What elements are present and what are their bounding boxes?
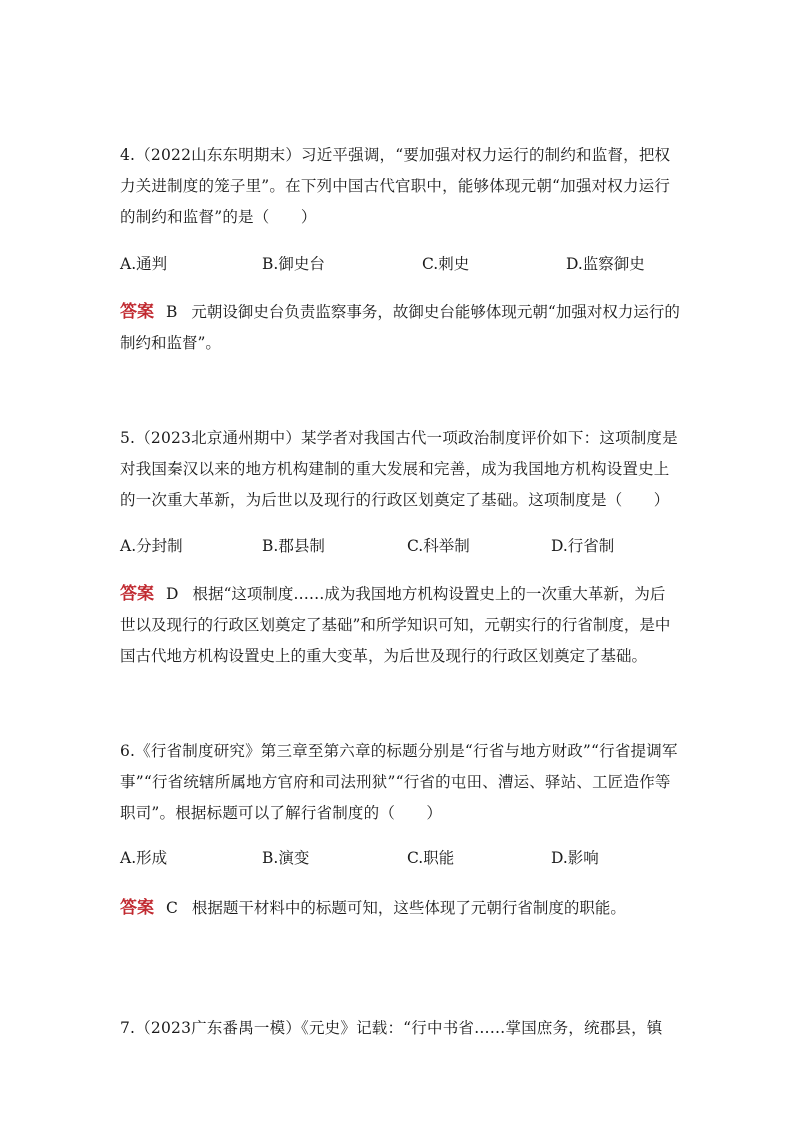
question-6-options: [120, 844, 680, 872]
question-4-option-d: D.监察御史: [566, 255, 645, 273]
question-4-stem: 4.（2022山东东明期末）习近平强调，“要加强对权力运行的制约和监督，把权力关进制度的笼子里”。在下列中国古代官职中，能够体现元朝“加强对权力运行的制约和监督”的是（ ）: [120, 146, 671, 226]
question-5-stem: 5.（2023北京通州期中）某学者对我国古代一项政治制度评价如下：这项制度是对我国秦汉以来的地方机构建制的重大发展和完善，成为我国地方机构设置史上的一次重大革新，为后世以及现行的行政区划奠定了基础。这项制度是（ ）: [120, 429, 678, 509]
question-5-option-b: B.郡县制: [262, 537, 325, 555]
question-4-option-c: C.刺史: [422, 255, 470, 273]
question-6-answer: [120, 893, 680, 924]
question-5-answer: [120, 579, 680, 672]
question-7-stem: 7.（2023广东番禺一模）《元史》记载：“行中书省……掌国庶务，统郡县，镇: [120, 1019, 663, 1037]
question-6-option-d: D.影响: [551, 849, 599, 867]
answer-explanation: 根据“这项制度……成为我国地方机构设置史上的一次重大革新，为后世以及现行的行政区划奠定了基础”和所学知识可知，元朝实行的行省制度，是中国古代地方机构设置史上的重大变革，为后世及现行的行政区划奠定了基础。: [120, 585, 671, 665]
question-6-option-b: B.演变: [262, 849, 310, 867]
answer-explanation: 根据题干材料中的标题可知，这些体现了元朝行省制度的职能。: [191, 899, 626, 917]
question-5-option-d: D.行省制: [551, 537, 615, 555]
question-4-option-a: A.通判: [120, 255, 168, 273]
question-5-option-c: C.科举制: [407, 537, 470, 555]
question-4-option-b: B.御史台: [262, 255, 325, 273]
answer-letter: C: [166, 899, 178, 917]
question-6-option-c: C.职能: [407, 849, 455, 867]
question-6-option-a: A.形成: [120, 849, 168, 867]
answer-label: 答案: [120, 302, 154, 322]
answer-label: 答案: [120, 898, 154, 918]
question-6-stem: 6.《行省制度研究》第三章至第六章的标题分别是“行省与地方财政”“行省提调军事”“行省统辖所属地方官府和司法刑狱”“行省的屯田、漕运、驿站、工匠造作等职司”。根据标题可以了解行省制度的（ ）: [120, 742, 678, 822]
question-4-options: [120, 250, 680, 278]
answer-letter: D: [166, 585, 179, 603]
answer-explanation: 元朝设御史台负责监察事务，故御史台能够体现元朝“加强对权力运行的制约和监督”。: [120, 303, 680, 352]
answer-label: 答案: [120, 584, 154, 604]
question-5-option-a: A.分封制: [120, 537, 183, 555]
answer-letter: B: [166, 303, 178, 321]
question-5-options: [120, 532, 680, 560]
question-4-answer: [120, 297, 680, 359]
